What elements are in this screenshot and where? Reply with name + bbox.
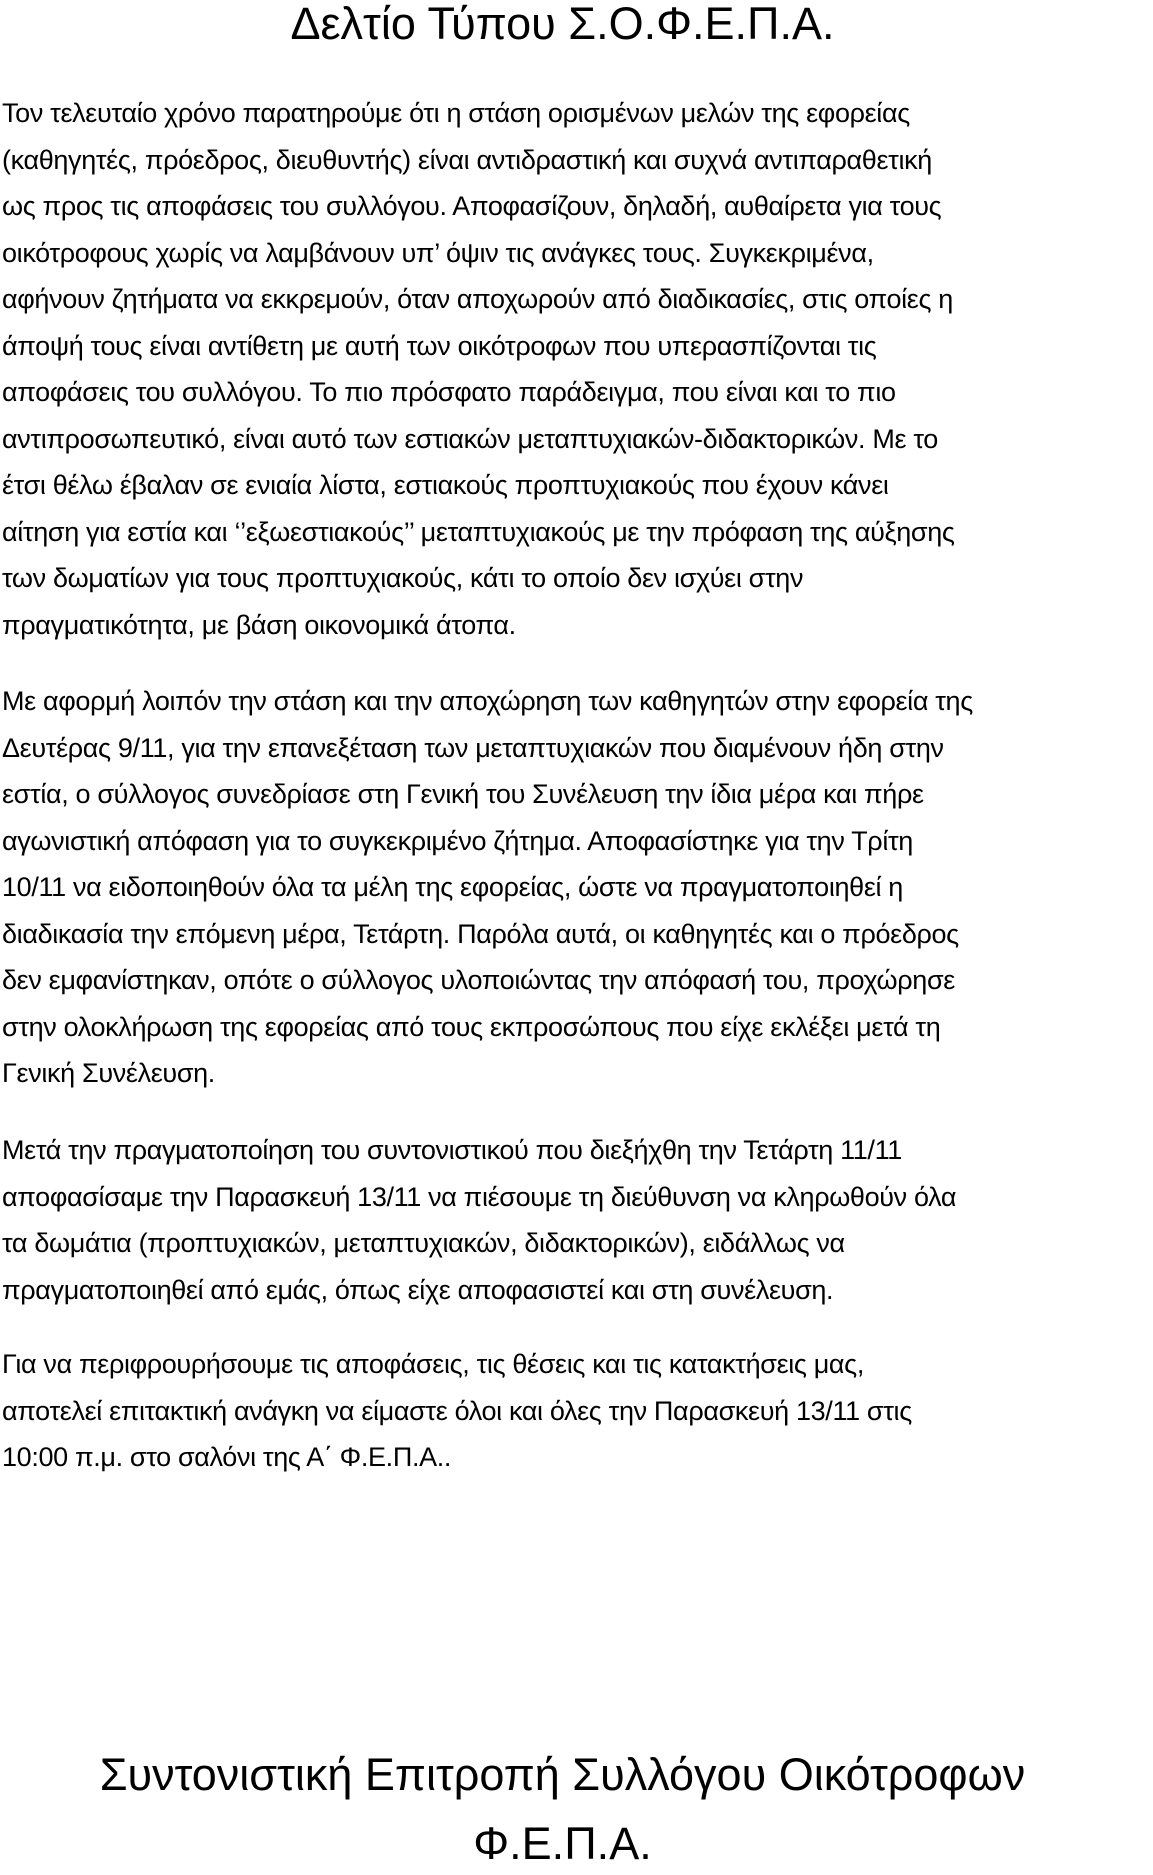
text-line: αποφάσεις του συλλόγου. Το πιο πρόσφατο παράδειγμα, που είναι και το πιο [2, 377, 896, 407]
text-line: Γενική Συνέλευση. [2, 1058, 215, 1088]
text-line: 10:00 π.μ. στο σαλόνι της Α΄ Φ.Ε.Π.Α.. [2, 1442, 452, 1472]
document-title: Δελτίο Τύπου Σ.Ο.Φ.Ε.Π.Α. [290, 0, 835, 49]
paragraph-2 [2, 678, 1150, 1097]
signature-organization: Φ.Ε.Π.Α. [473, 1818, 652, 1869]
paragraph-4 [2, 1341, 1150, 1481]
text-line: πραγματικότητα, με βάση οικονομικά άτοπα. [2, 609, 516, 640]
paragraph-3 [2, 1127, 1150, 1313]
text-line: (καθηγητές, πρόεδρος, διευθυντής) είναι αντιδραστική και συχνά αντιπαραθετική [2, 144, 932, 175]
text-line: 10/11 να ειδοποιηθούν όλα τα μέλη της εφορείας, ώστε να πραγματοποιηθεί η [2, 872, 903, 902]
text-line: άποψή τους είναι αντίθετη με αυτή των οικότροφων που υπερασπίζονται τις [2, 330, 877, 361]
text-line: Με αφορμή λοιπόν την στάση και την αποχώρηση των καθηγητών στην εφορεία της [2, 686, 973, 716]
text-line: τα δωμάτια (προπτυχιακών, μεταπτυχιακών, διδακτορικών), ειδάλλως να [2, 1228, 845, 1258]
text-line: αποφασίσαμε την Παρασκευή 13/11 να πιέσουμε τη διεύθυνση να κληρωθούν όλα [2, 1181, 957, 1212]
text-line: έτσι θέλω έβαλαν σε ενιαία λίστα, εστιακούς προπτυχιακούς που έχουν κάνει [2, 470, 889, 500]
text-line: Δευτέρας 9/11, για την επανεξέταση των μεταπτυχιακών που διαμένουν ήδη στην [2, 732, 944, 763]
text-line: Τον τελευταίο χρόνο παρατηρούμε ότι η στάση ορισμένων μελών της εφορείας [2, 98, 910, 128]
text-line: αντιπροσωπευτικό, είναι αυτό των εστιακών μεταπτυχιακών-διδακτορικών. Με το [2, 423, 938, 454]
text-line: οικότροφους χωρίς να λαμβάνουν υπ’ όψιν τις ανάγκες τους. Συγκεκριμένα, [2, 237, 874, 268]
text-line: Για να περιφρουρήσουμε τις αποφάσεις, τις θέσεις και τις κατακτήσεις μας, [2, 1349, 864, 1379]
text-line: δεν εμφανίστηκαν, οπότε ο σύλλογος υλοποιώντας την απόφασή του, προχώρησε [2, 965, 955, 995]
signature-committee-name: Συντονιστική Επιτροπή Συλλόγου Οικότροφων [99, 1749, 1026, 1800]
paragraph-1 [2, 90, 1150, 648]
text-line: στην ολοκλήρωση της εφορείας από τους εκπροσώπους που είχε εκλέξει μετά τη [2, 1011, 941, 1042]
text-line: διαδικασία την επόμενη μέρα, Τετάρτη. Παρόλα αυτά, οι καθηγητές και ο πρόεδρος [2, 918, 959, 949]
text-line: αφήνουν ζητήματα να εκκρεμούν, όταν αποχωρούν από διαδικασίες, στις οποίες η [2, 284, 953, 314]
text-line: των δωματίων για τους προπτυχιακούς, κάτι το οποίο δεν ισχύει στην [2, 563, 804, 593]
text-line: ως προς τις αποφάσεις του συλλόγου. Αποφασίζουν, δηλαδή, αυθαίρετα για τους [2, 191, 942, 221]
text-line: εστία, ο σύλλογος συνεδρίασε στη Γενική του Συνέλευση την ίδια μέρα και πήρε [2, 779, 924, 809]
text-line: πραγματοποιηθεί από εμάς, όπως είχε αποφασιστεί και στη συνέλευση. [2, 1274, 834, 1305]
text-line: Μετά την πραγματοποίηση του συντονιστικού που διεξήχθη την Τετάρτη 11/11 [2, 1135, 902, 1165]
text-line: αποτελεί επιτακτική ανάγκη να είμαστε όλοι και όλες την Παρασκευή 13/11 στις [2, 1395, 912, 1426]
text-line: αίτηση για εστία και ‘’εξωεστιακούς’’ μεταπτυχιακούς με την πρόφαση της αύξησης [2, 516, 955, 547]
text-line: αγωνιστική απόφαση για το συγκεκριμένο ζήτημα. Αποφασίστηκε για την Τρίτη [2, 825, 913, 856]
